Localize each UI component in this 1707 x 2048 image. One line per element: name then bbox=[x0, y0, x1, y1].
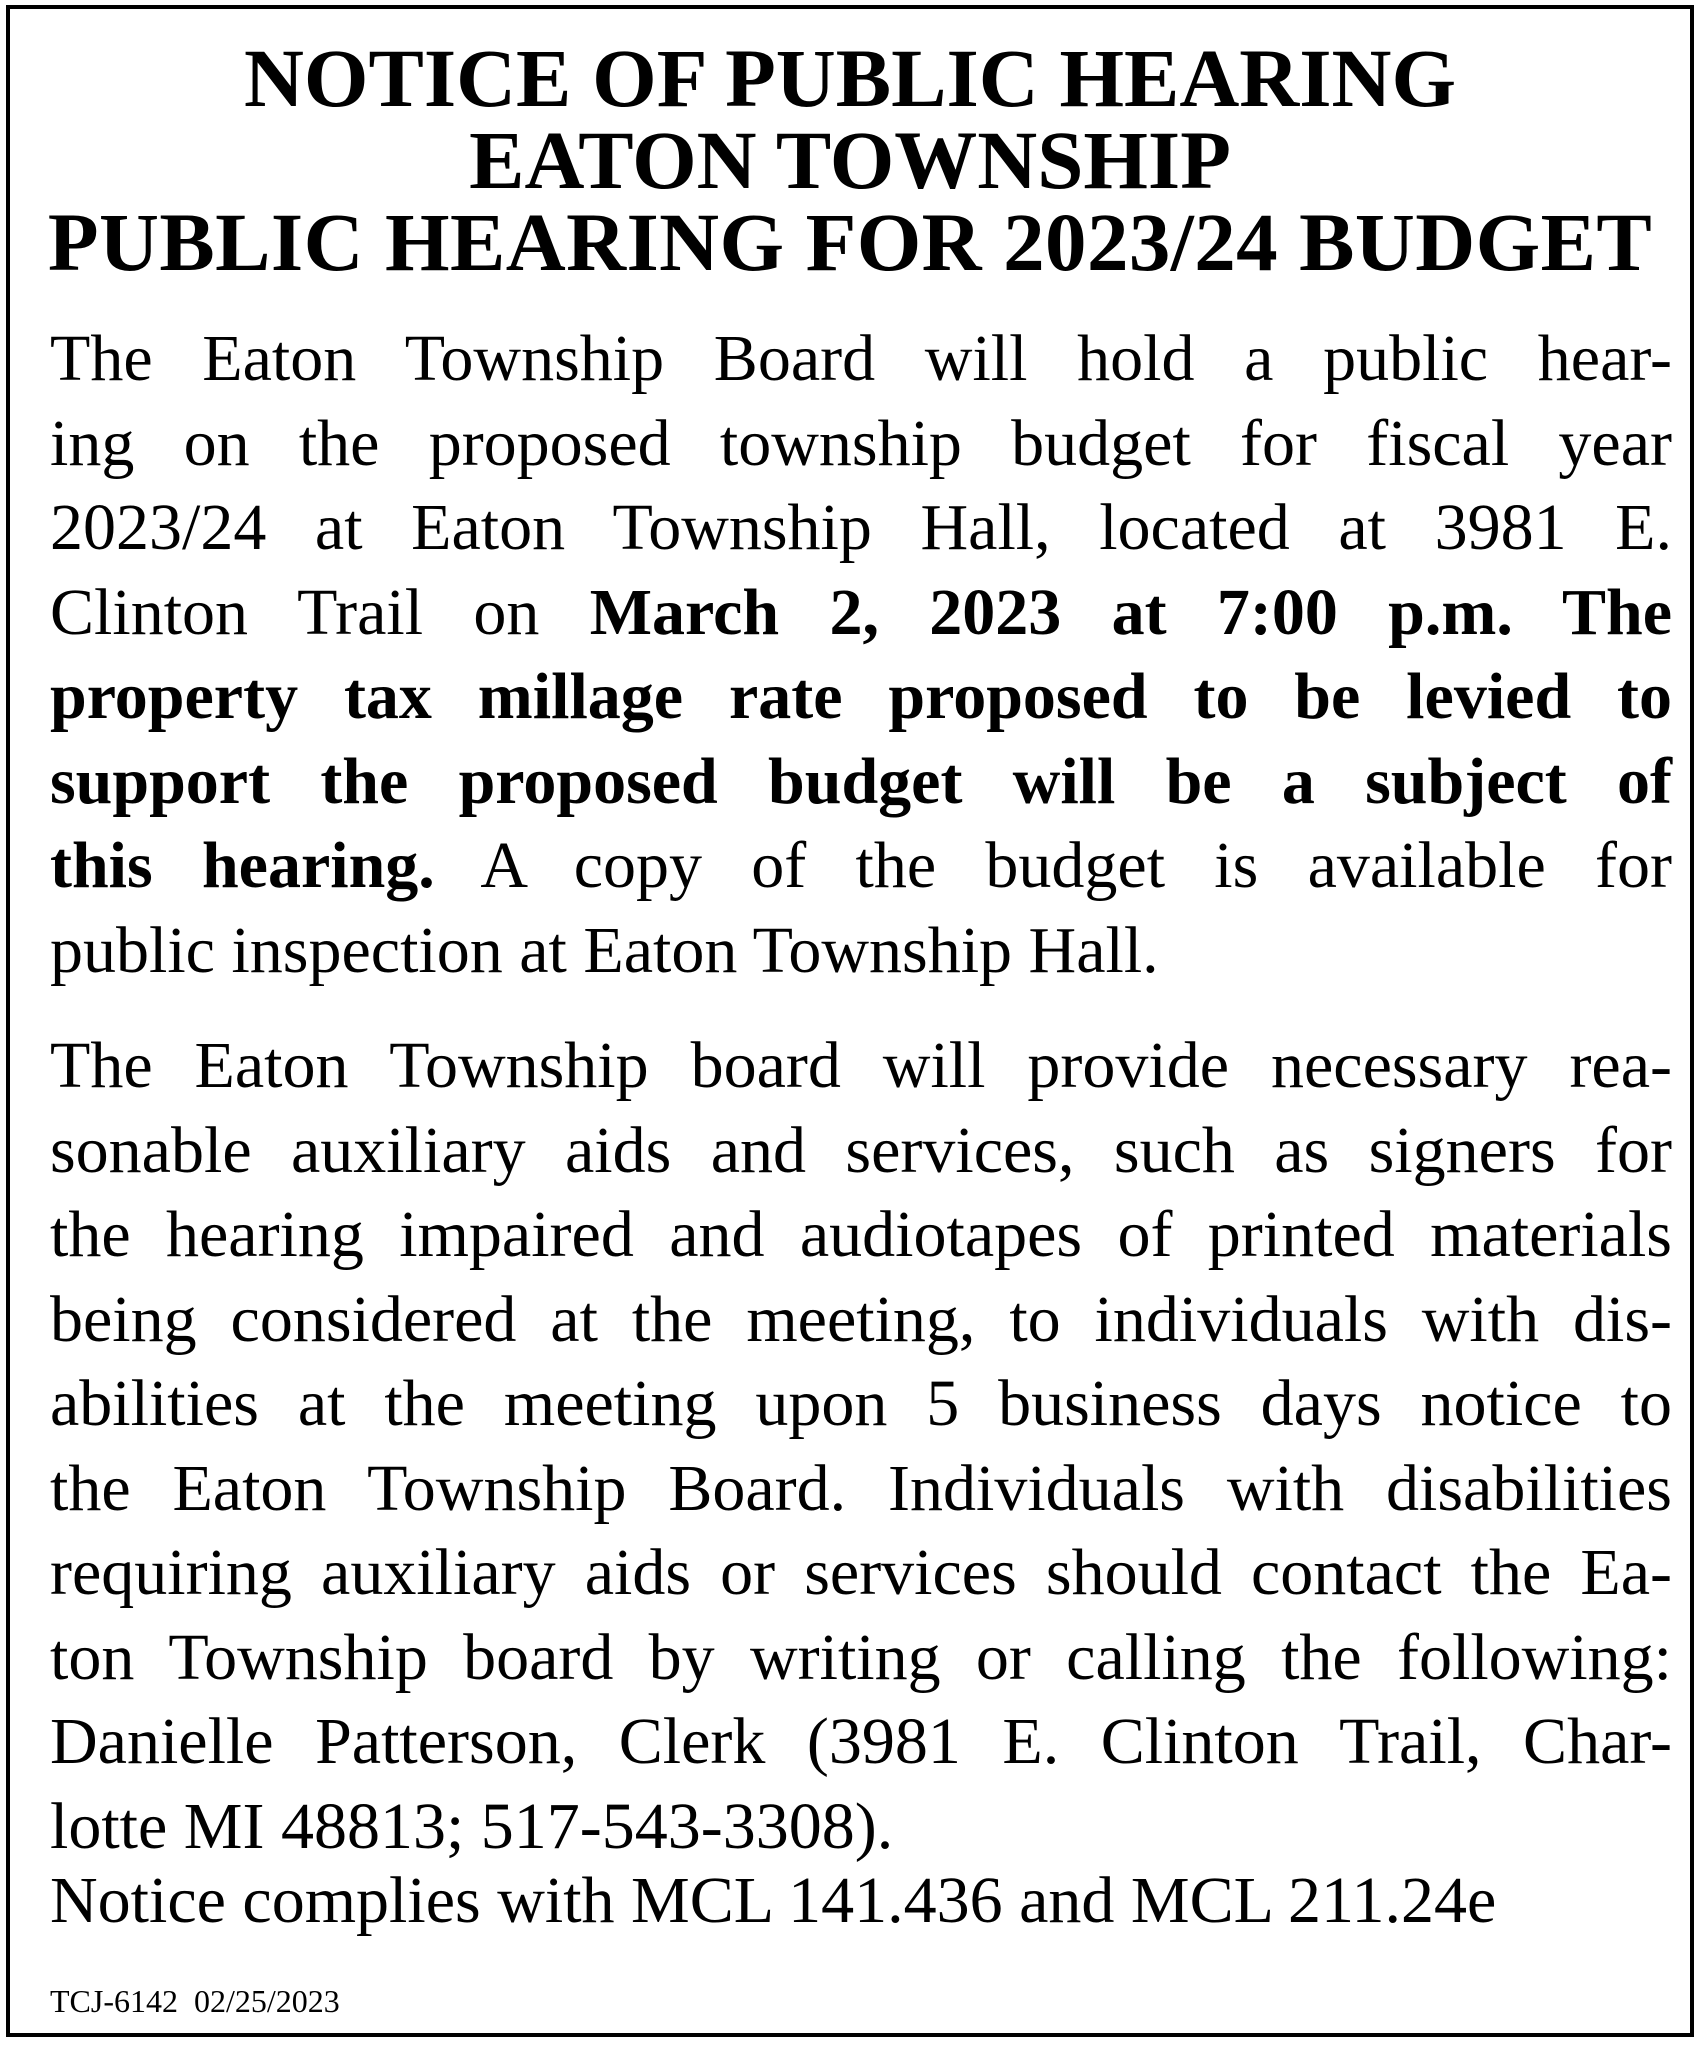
paragraph-line: being considered at the meeting, to individuals with dis- bbox=[50, 1282, 1672, 1356]
paragraph-line: abilities at the meeting upon 5 business days notice to bbox=[50, 1367, 1672, 1440]
millage-statement-line: support the proposed budget will be a subject of bbox=[50, 744, 1672, 818]
paragraph-line: ton Township board by writing or calling the following: bbox=[50, 1620, 1672, 1694]
public-notice bbox=[6, 5, 1694, 2037]
heading-line-1: NOTICE OF PUBLIC HEARING bbox=[243, 32, 1457, 124]
millage-statement-end: this hearing. bbox=[50, 829, 435, 902]
paragraph-line: requiring auxiliary aids or services should contact the Ea- bbox=[50, 1536, 1672, 1609]
clerk-contact-line: lotte MI 48813; 517-543-3308). bbox=[50, 1789, 894, 1863]
location-text: Clinton Trail on bbox=[50, 575, 590, 649]
budget-copy-text: A copy of the budget is available for bbox=[434, 829, 1672, 902]
paragraph-line: the Eaton Township Board. Individuals with disabilities bbox=[50, 1451, 1672, 1525]
notice-heading bbox=[10, 32, 1690, 288]
paragraph-line: The Eaton Township board will provide necessary rea- bbox=[50, 1029, 1672, 1102]
paragraph-line: 2023/24 at Eaton Township Hall, located at 3981 E. bbox=[50, 491, 1672, 564]
notice-footer bbox=[50, 1983, 340, 2019]
notice-code: TCJ-6142 bbox=[50, 1983, 178, 2019]
heading-line-3: PUBLIC HEARING FOR 2023/24 BUDGET bbox=[47, 196, 1653, 288]
heading-line-2: EATON TOWNSHIP bbox=[469, 114, 1231, 206]
paragraph-line: Danielle Patterson, Clerk (3981 E. Clinton Trail, Char- bbox=[50, 1705, 1672, 1778]
accessibility-paragraph bbox=[50, 1024, 1672, 1869]
paragraph-line bbox=[50, 571, 1672, 656]
millage-statement-line: property tax millage rate proposed to be levied to bbox=[50, 660, 1672, 733]
paragraph-line: the hearing impaired and audiotapes of printed materials bbox=[50, 1198, 1672, 1271]
paragraph-line bbox=[50, 824, 1672, 909]
compliance-statement: Notice complies with MCL 141.436 and MCL 211.24e bbox=[50, 1864, 1497, 1937]
paragraph-line: ing on the proposed township budget for fiscal year bbox=[50, 406, 1672, 480]
paragraph-line: public inspection at Eaton Township Hall. bbox=[50, 913, 1159, 987]
paragraph-line: sonable auxiliary aids and services, such as signers for bbox=[50, 1113, 1672, 1187]
paragraph-line: The Eaton Township Board will hold a public hear- bbox=[50, 322, 1672, 395]
publication-date: 02/25/2023 bbox=[194, 1983, 340, 2019]
hearing-paragraph bbox=[50, 317, 1672, 993]
hearing-date-time: March 2, 2023 at 7:00 p.m. The bbox=[589, 575, 1672, 649]
